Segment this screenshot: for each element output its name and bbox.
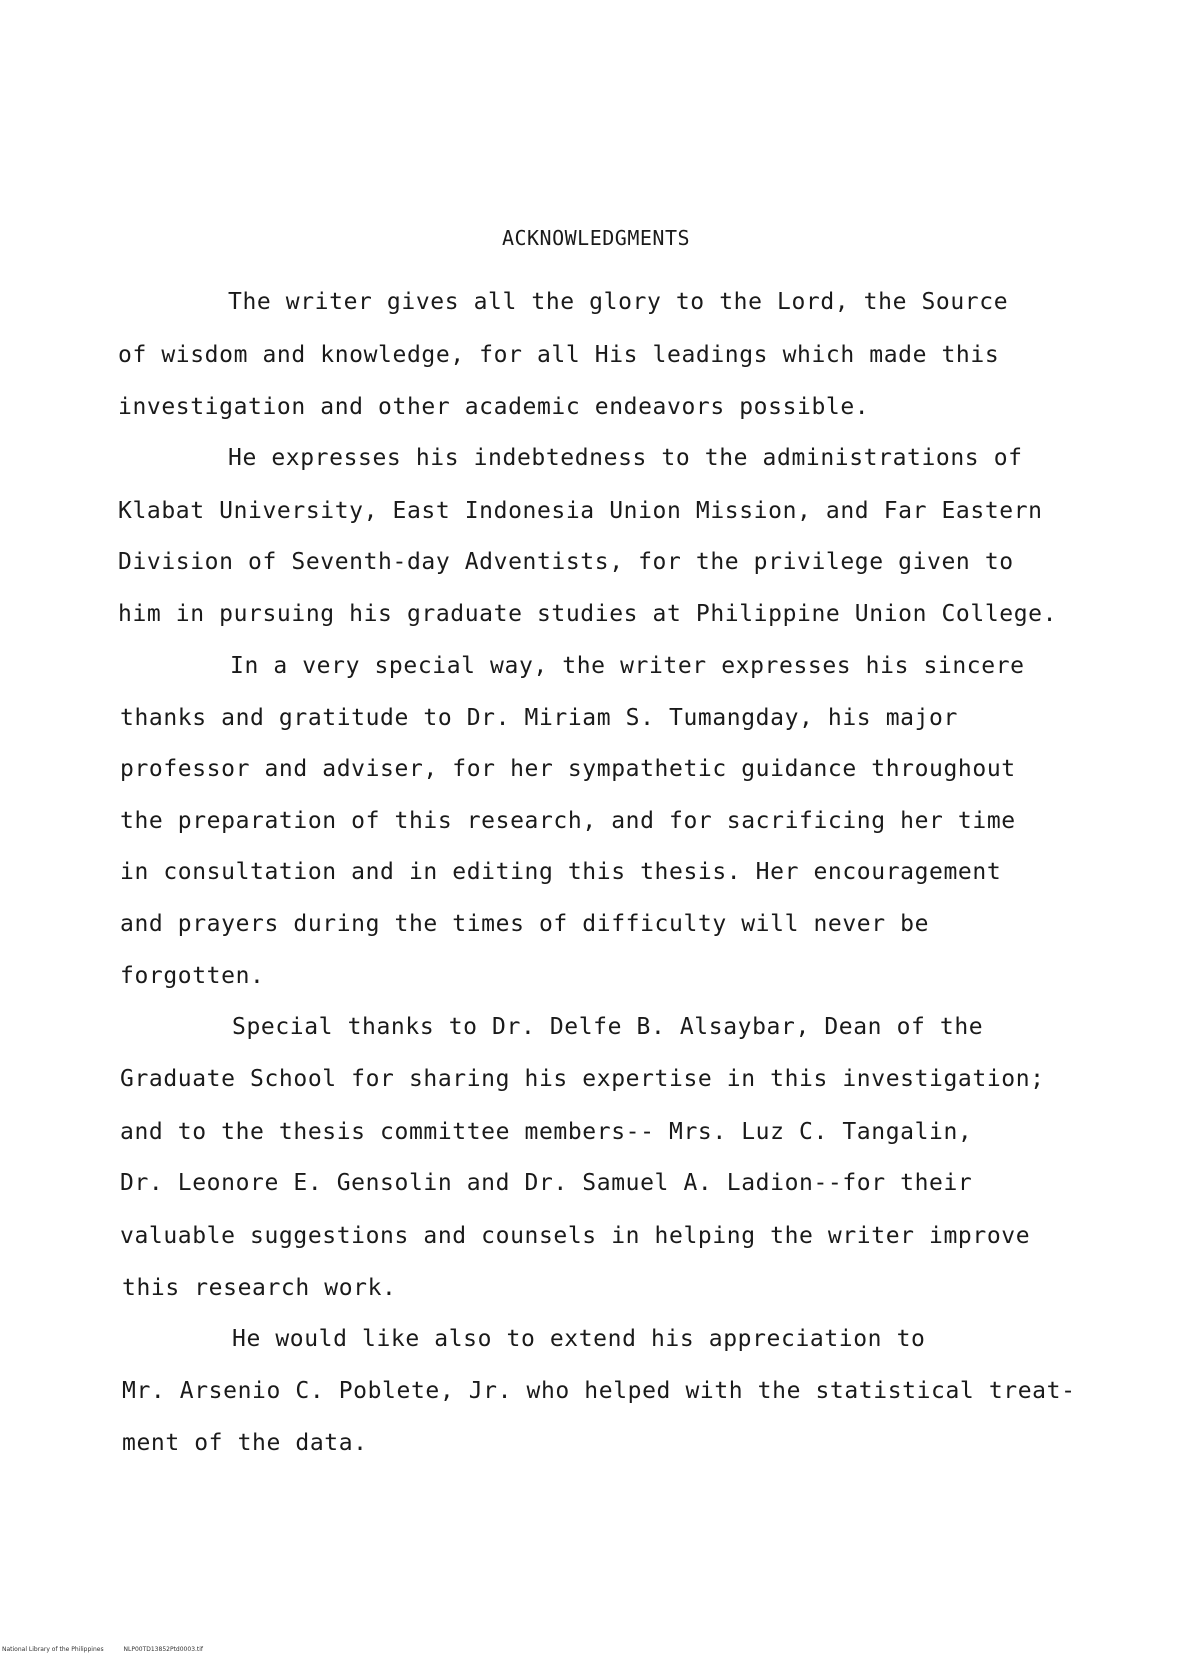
text-line: Division of Seventh-day Adventists, for the privilege given to: [118, 549, 1014, 575]
text-line: Graduate School for sharing his expertise in this investigation;: [120, 1066, 1045, 1092]
text-line: him in pursuing his graduate studies at Philippine Union College.: [118, 601, 1058, 627]
text-line: ment of the data.: [122, 1430, 368, 1456]
text-line: this research work.: [122, 1275, 397, 1301]
text-line: of wisdom and knowledge, for all His leadings which made this: [118, 342, 1000, 368]
text-line: and to the thesis committee members-- Mrs. Luz C. Tangalin,: [120, 1119, 973, 1145]
text-line: He would like also to extend his appreciation to: [232, 1326, 926, 1352]
scan-footer: [2, 1646, 221, 1653]
text-line: Mr. Arsenio C. Poblete, Jr. who helped with the statistical treat-: [122, 1378, 1076, 1404]
text-line: thanks and gratitude to Dr. Miriam S. Tumangday, his major: [120, 705, 958, 731]
text-line: the preparation of this research, and for sacrificing her time: [120, 808, 1016, 834]
text-line: and prayers during the times of difficulty will never be: [120, 911, 930, 937]
footer-file: NLP00TD13852Ptd0003.tif: [123, 1646, 204, 1653]
text-line: investigation and other academic endeavors possible.: [118, 394, 870, 420]
text-line: Klabat University, East Indonesia Union Mission, and Far Eastern: [118, 498, 1043, 524]
text-line: The writer gives all the glory to the Lord, the Source: [228, 289, 1009, 315]
text-line: He expresses his indebtedness to the administrations of: [228, 445, 1023, 471]
text-line: Dr. Leonore E. Gensolin and Dr. Samuel A. Ladion--for their: [120, 1170, 973, 1196]
text-line: in consultation and in editing this thesis. Her encouragement: [120, 859, 1002, 885]
text-line: In a very special way, the writer expresses his sincere: [230, 653, 1025, 679]
footer-library: National Library of the Philippines: [2, 1646, 104, 1653]
text-line: forgotten.: [120, 963, 265, 989]
text-line: valuable suggestions and counsels in helping the writer improve: [120, 1223, 1031, 1249]
text-line: Special thanks to Dr. Delfe B. Alsaybar, Dean of the: [232, 1014, 984, 1040]
page-title: ACKNOWLEDGMENTS: [501, 226, 691, 250]
text-line: professor and adviser, for her sympathetic guidance throughout: [120, 756, 1016, 782]
